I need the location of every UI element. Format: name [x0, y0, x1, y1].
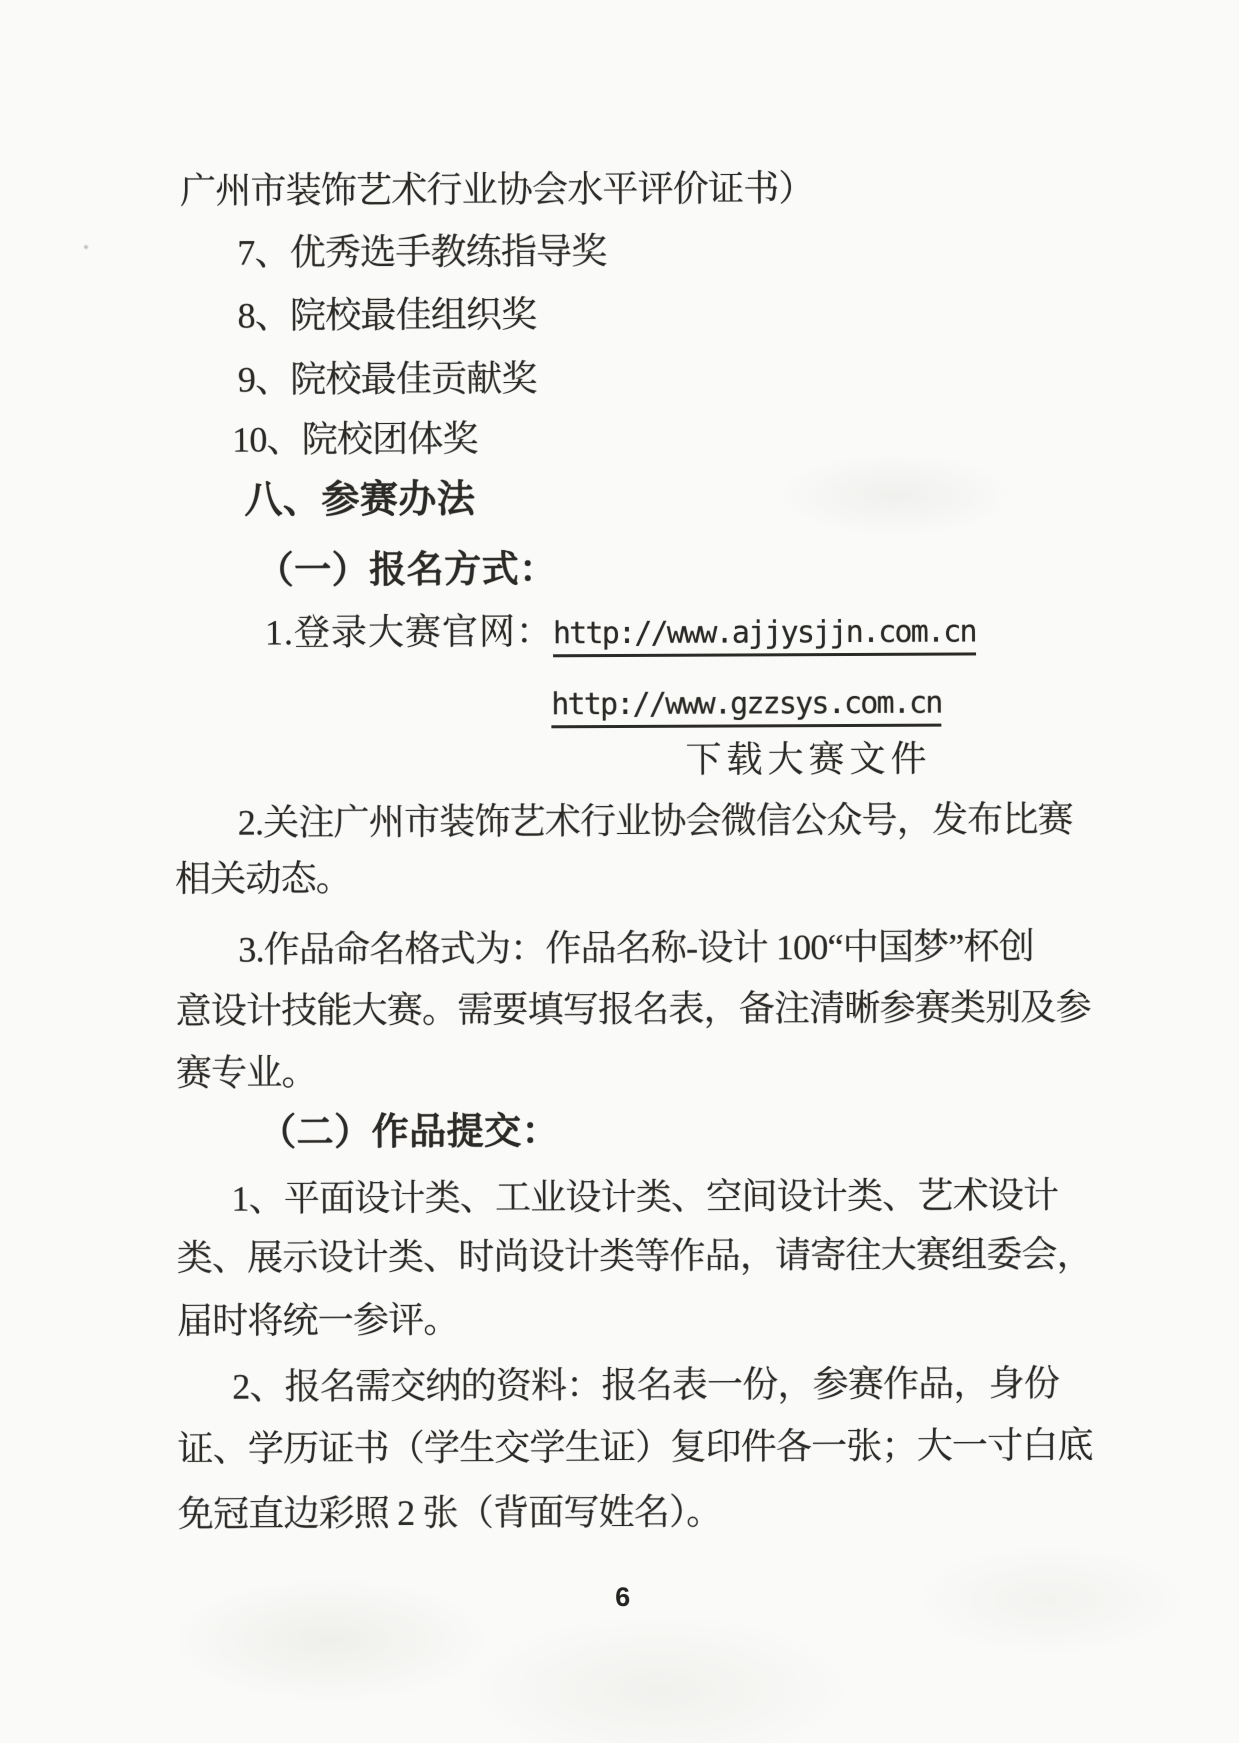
section-8-heading: 八、参赛办法: [244, 478, 476, 522]
official-site-url-2: http://www.gzzsys.com.cn: [551, 687, 941, 729]
submission-item-2-line-1: 2、报名需交纳的资料：报名表一份，参赛作品，身份: [232, 1363, 1060, 1407]
registration-step-3-line-2: 意设计技能大赛。需要填写报名表，备注清晰参赛类别及参: [175, 986, 1091, 1031]
submission-item-1-line-2: 类、展示设计类、时尚设计类等作品，请寄往大赛组委会，: [176, 1233, 1092, 1278]
registration-step-1: [265, 609, 976, 658]
submission-item-1-line-3: 届时将统一参评。: [176, 1299, 459, 1341]
registration-step-2-line-1: 2.关注广州市装饰艺术行业协会微信公众号，发布比赛: [237, 799, 1073, 843]
submission-item-2-line-3: 免冠直边彩照 2 张（背面写姓名）。: [177, 1491, 722, 1534]
submission-item-2-line-2: 证、学历证书（学生交学生证）复印件各一张；大一寸白底: [177, 1424, 1093, 1469]
official-site-url-1: http://www.ajjysjjn.com.cn: [553, 615, 976, 657]
continuation-line: 广州市装饰艺术行业协会水平评价证书）: [179, 168, 814, 211]
registration-step-3-line-1: 3.作品命名格式为：作品名称-设计 100“中国梦”杯创: [238, 926, 1034, 970]
sub1-heading-registration-method: （一）报名方式：: [256, 549, 557, 592]
submission-item-1-line-1: 1、平面设计类、工业设计类、空间设计类、艺术设计: [231, 1175, 1059, 1219]
registration-step-2-line-2: 相关动态。: [174, 858, 352, 899]
sub2-heading-work-submission: （二）作品提交：: [259, 1111, 560, 1154]
award-item-8: 8、院校最佳组织奖: [237, 294, 537, 336]
official-site-url-2-line: [551, 681, 941, 729]
award-item-9: 9、院校最佳贡献奖: [237, 358, 537, 400]
award-item-7: 7、优秀选手教练指导奖: [237, 231, 607, 273]
download-files-note: 下载大赛文件: [685, 738, 932, 780]
registration-step-3-line-3: 赛专业。: [175, 1052, 317, 1093]
page-number: 6: [615, 1581, 631, 1613]
registration-step-1-label: 1.登录大赛官网：: [264, 611, 554, 653]
award-item-10: 10、院校团体奖: [232, 418, 478, 460]
